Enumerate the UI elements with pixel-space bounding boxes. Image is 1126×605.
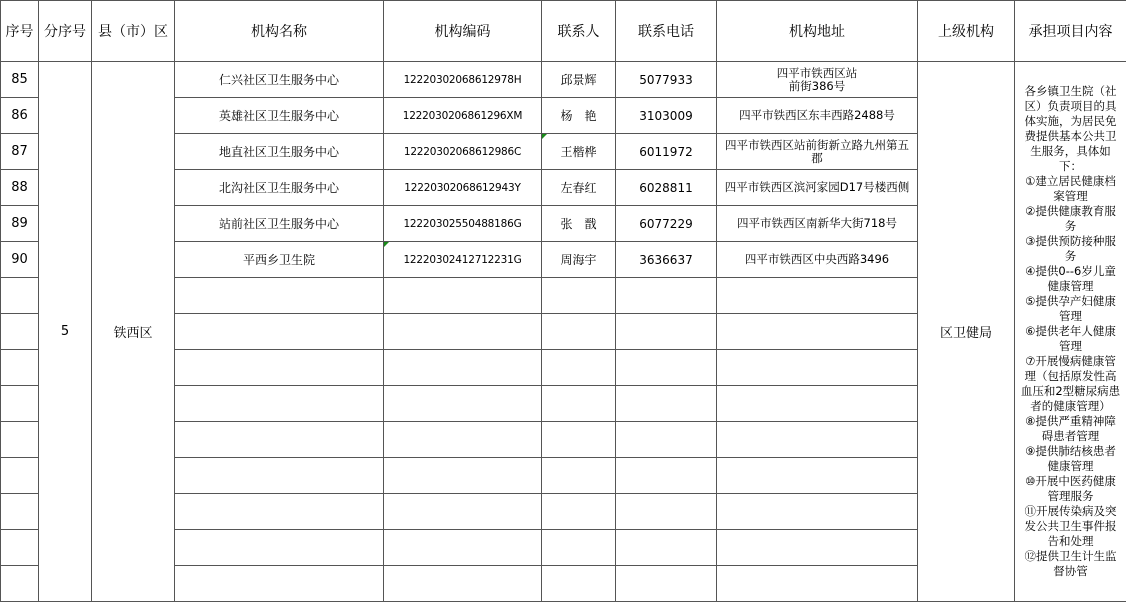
org-name-cell[interactable]: 地直社区卫生服务中心 — [175, 134, 384, 170]
address-line: 郡 — [811, 150, 823, 165]
empty-cell[interactable] — [1, 422, 39, 458]
org-name-cell[interactable]: 英雄社区卫生服务中心 — [175, 98, 384, 134]
empty-cell[interactable] — [542, 494, 616, 530]
content-line: ④提供0--6岁儿童 — [1025, 264, 1116, 278]
empty-cell[interactable] — [616, 530, 717, 566]
empty-cell[interactable] — [616, 386, 717, 422]
empty-cell[interactable] — [175, 314, 384, 350]
org-code-cell[interactable]: 1222030206861296XM — [384, 98, 542, 134]
empty-cell[interactable] — [384, 530, 542, 566]
address-cell[interactable] — [717, 170, 918, 206]
content-line: 务 — [1064, 219, 1077, 233]
content-line: 下： — [1059, 159, 1082, 173]
address-line: 前街386号 — [788, 78, 846, 93]
header-county[interactable]: 县（市）区 — [92, 1, 175, 62]
address-line: 四平市铁西区东丰西路2488号 — [739, 108, 895, 122]
superior-cell[interactable]: 区卫健局 — [918, 62, 1015, 602]
org-name-cell[interactable]: 站前社区卫生服务中心 — [175, 206, 384, 242]
content-line: 生服务，具体如 — [1030, 144, 1111, 158]
contact-cell[interactable]: 张 戬 — [542, 206, 616, 242]
empty-cell[interactable] — [616, 350, 717, 386]
empty-cell[interactable] — [1, 278, 39, 314]
phone-cell[interactable]: 6077229 — [616, 206, 717, 242]
header-org-code[interactable]: 机构编码 — [384, 1, 542, 62]
address-cell[interactable] — [717, 134, 918, 170]
address-cell[interactable] — [717, 98, 918, 134]
empty-cell[interactable] — [175, 458, 384, 494]
content-line: 管理服务 — [1047, 489, 1094, 503]
content-line: 健康管理 — [1047, 459, 1094, 473]
empty-cell[interactable] — [717, 422, 918, 458]
empty-cell[interactable] — [717, 494, 918, 530]
empty-cell[interactable] — [384, 458, 542, 494]
content-line: 碍患者管理 — [1041, 429, 1100, 443]
content-line: ①建立居民健康档 — [1025, 174, 1116, 188]
empty-cell[interactable] — [717, 350, 918, 386]
empty-cell[interactable] — [542, 530, 616, 566]
content-line: ⑪开展传染病及突 — [1024, 504, 1117, 518]
seq-cell[interactable]: 89 — [1, 206, 39, 242]
contact-cell[interactable]: 邱景辉 — [542, 62, 616, 98]
empty-cell[interactable] — [1, 314, 39, 350]
address-cell[interactable] — [717, 62, 918, 98]
empty-cell[interactable] — [542, 422, 616, 458]
empty-cell[interactable] — [717, 386, 918, 422]
content-line: ⑩开展中医药健康 — [1025, 474, 1116, 488]
empty-cell[interactable] — [542, 386, 616, 422]
header-address[interactable]: 机构地址 — [717, 1, 918, 62]
org-name-cell[interactable]: 北沟社区卫生服务中心 — [175, 170, 384, 206]
content-line: ⑤提供孕产妇健康 — [1025, 294, 1116, 308]
phone-cell[interactable]: 6028811 — [616, 170, 717, 206]
content-line: 告和处理 — [1047, 534, 1094, 548]
empty-cell[interactable] — [175, 566, 384, 602]
org-name-cell[interactable]: 平西乡卫生院 — [175, 242, 384, 278]
seq-cell[interactable]: 86 — [1, 98, 39, 134]
empty-cell[interactable] — [1, 350, 39, 386]
content-line: 理（包括原发性高 — [1024, 369, 1117, 383]
phone-cell[interactable]: 3103009 — [616, 98, 717, 134]
empty-cell[interactable] — [175, 422, 384, 458]
content-line: 督协管 — [1053, 564, 1088, 578]
empty-cell[interactable] — [1, 458, 39, 494]
address-line: 四平市铁西区南新华大街718号 — [737, 216, 897, 230]
empty-cell[interactable] — [616, 494, 717, 530]
table-row — [1, 62, 1126, 98]
empty-cell[interactable] — [384, 314, 542, 350]
empty-cell[interactable] — [175, 278, 384, 314]
org-code-cell[interactable]: 12220302068612943Y — [384, 170, 542, 206]
empty-cell[interactable] — [384, 422, 542, 458]
header-contact[interactable]: 联系人 — [542, 1, 616, 62]
content-line: ⑧提供严重精神障 — [1025, 414, 1116, 428]
content-line: 健康管理 — [1047, 279, 1094, 293]
empty-cell[interactable] — [542, 566, 616, 602]
empty-cell[interactable] — [384, 278, 542, 314]
empty-cell[interactable] — [616, 314, 717, 350]
phone-cell[interactable]: 6011972 — [616, 134, 717, 170]
phone-cell[interactable]: 3636637 — [616, 242, 717, 278]
seq-cell[interactable]: 88 — [1, 170, 39, 206]
contact-cell[interactable]: 周海宇 — [542, 242, 616, 278]
empty-cell[interactable] — [717, 458, 918, 494]
header-content[interactable]: 承担项目内容 — [1015, 1, 1126, 62]
empty-cell[interactable] — [175, 386, 384, 422]
empty-cell[interactable] — [384, 350, 542, 386]
org-code-cell[interactable]: 12220302068612986C — [384, 134, 542, 170]
content-line: 者的健康管理） — [1030, 399, 1111, 413]
org-code-cell[interactable]: 12220302550488186G — [384, 206, 542, 242]
content-line: ②提供健康教育服 — [1025, 204, 1116, 218]
content-cell[interactable] — [1015, 62, 1126, 602]
empty-cell[interactable] — [717, 566, 918, 602]
content-line: 费提供基本公共卫 — [1024, 129, 1117, 143]
content-line: ⑥提供老年人健康 — [1025, 324, 1116, 338]
empty-cell[interactable] — [1, 494, 39, 530]
empty-cell[interactable] — [1, 386, 39, 422]
content-line: 管理 — [1059, 339, 1082, 353]
empty-cell[interactable] — [542, 314, 616, 350]
content-line: ⑨提供肺结核患者 — [1025, 444, 1116, 458]
empty-cell[interactable] — [616, 422, 717, 458]
empty-cell[interactable] — [717, 314, 918, 350]
org-code-cell[interactable]: 12220302068612978H — [384, 62, 542, 98]
empty-cell[interactable] — [384, 386, 542, 422]
org-code-cell[interactable]: 12220302412712231G — [384, 242, 542, 278]
seq-cell[interactable]: 85 — [1, 62, 39, 98]
empty-cell[interactable] — [384, 566, 542, 602]
header-seq[interactable]: 序号 — [1, 1, 39, 62]
empty-cell[interactable] — [616, 458, 717, 494]
content-line: 务 — [1064, 249, 1077, 263]
empty-cell[interactable] — [616, 566, 717, 602]
org-name-cell[interactable]: 仁兴社区卫生服务中心 — [175, 62, 384, 98]
content-line: 区）负责项目的具 — [1024, 99, 1117, 113]
phone-cell[interactable]: 5077933 — [616, 62, 717, 98]
county-cell[interactable]: 铁西区 — [92, 62, 175, 602]
seq-cell[interactable]: 90 — [1, 242, 39, 278]
address-cell[interactable] — [717, 242, 918, 278]
empty-cell[interactable] — [616, 278, 717, 314]
empty-cell[interactable] — [384, 494, 542, 530]
content-line: 案管理 — [1053, 189, 1088, 203]
header-superior[interactable]: 上级机构 — [918, 1, 1015, 62]
address-cell[interactable] — [717, 206, 918, 242]
contact-cell[interactable]: 左春红 — [542, 170, 616, 206]
content-line: 血压和2型糖尿病患 — [1020, 384, 1121, 398]
empty-cell[interactable] — [542, 350, 616, 386]
empty-cell[interactable] — [1, 530, 39, 566]
empty-cell[interactable] — [542, 278, 616, 314]
header-row — [1, 1, 1126, 62]
header-phone[interactable]: 联系电话 — [616, 1, 717, 62]
empty-cell[interactable] — [1, 566, 39, 602]
seq-cell[interactable]: 87 — [1, 134, 39, 170]
empty-cell[interactable] — [717, 278, 918, 314]
content-line: 发公共卫生事件报 — [1024, 519, 1117, 533]
content-line: ⑦开展慢病健康管 — [1025, 354, 1116, 368]
empty-cell[interactable] — [175, 530, 384, 566]
content-line: ③提供预防接种服 — [1025, 234, 1116, 248]
content-line: 各乡镇卫生院（社 — [1024, 84, 1117, 98]
content-line: 管理 — [1059, 309, 1082, 323]
header-org-name[interactable]: 机构名称 — [175, 1, 384, 62]
empty-cell[interactable] — [175, 350, 384, 386]
contact-cell[interactable]: 杨 艳 — [542, 98, 616, 134]
address-line: 四平市铁西区中央西路3496 — [744, 252, 890, 266]
address-line: 四平市铁西区滨河家园D17号楼西侧 — [724, 180, 910, 194]
contact-cell[interactable]: 王楷桦 — [542, 134, 616, 170]
empty-cell[interactable] — [717, 530, 918, 566]
content-line: 体实施，为居民免 — [1024, 114, 1117, 128]
empty-cell[interactable] — [175, 494, 384, 530]
header-sub-seq[interactable]: 分序号 — [39, 1, 92, 62]
address-line: 四平市铁西区站 — [776, 65, 858, 80]
empty-cell[interactable] — [542, 458, 616, 494]
address-line: 四平市铁西区站前街新立路九州第五 — [725, 137, 909, 152]
content-line: ⑫提供卫生计生监 — [1024, 549, 1117, 563]
sub-seq-cell[interactable]: 5 — [39, 62, 92, 602]
